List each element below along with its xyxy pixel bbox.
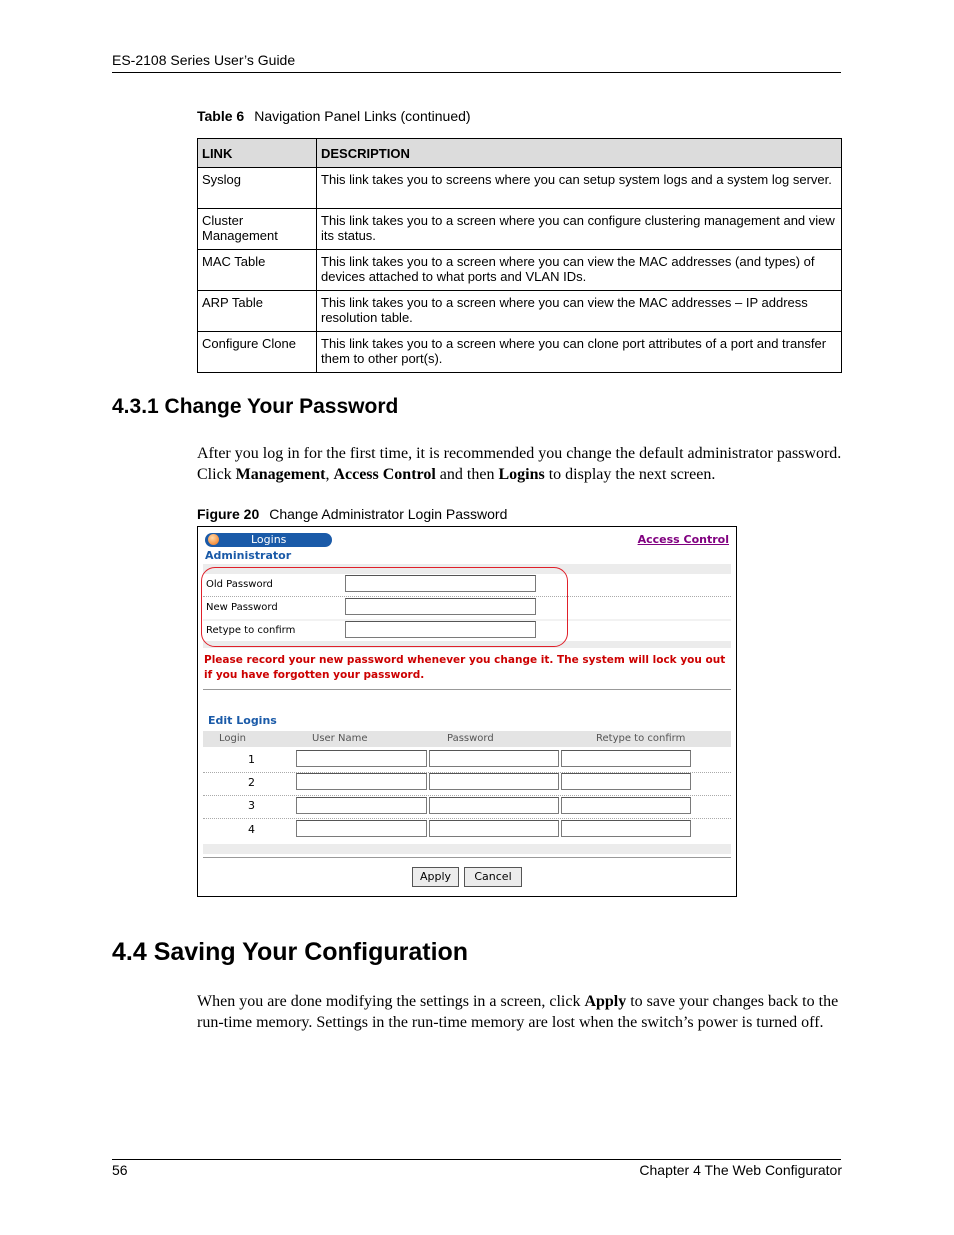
user-name-input[interactable]: [296, 797, 427, 814]
text-run: to display the next screen.: [544, 465, 716, 483]
cell-description: This link takes you to screens where you can setup system logs and a system log server.: [317, 168, 842, 209]
col-retype: Retype to confirm: [596, 733, 686, 744]
password-input[interactable]: [429, 773, 559, 790]
user-name-input[interactable]: [296, 820, 427, 837]
apply-button[interactable]: Apply: [412, 867, 459, 887]
access-control-link[interactable]: Access Control: [637, 533, 729, 546]
page-number: 56: [112, 1162, 128, 1178]
password-input[interactable]: [429, 820, 559, 837]
table-row: [198, 332, 842, 373]
bold-apply: Apply: [584, 993, 627, 1010]
cancel-button[interactable]: Cancel: [464, 867, 522, 887]
cell-link: MAC Table: [198, 250, 317, 291]
footer-rule: [112, 1159, 841, 1160]
divider: [203, 689, 731, 690]
table-caption: [197, 108, 471, 124]
table-row: [198, 250, 842, 291]
table-number: Table 6: [197, 108, 245, 124]
retype-input[interactable]: [561, 797, 691, 814]
text-run: to save your changes back to the run-time memory. Settings in the run-time memory are lost when the switch’s power is turned off.: [197, 993, 839, 1031]
navigation-links-table: [197, 138, 842, 373]
tab-logins-label: Logins: [251, 533, 287, 546]
table-row: [198, 209, 842, 250]
login-number: 3: [248, 799, 255, 812]
retype-input[interactable]: [561, 750, 691, 767]
password-input[interactable]: [429, 797, 559, 814]
col-user-name: User Name: [312, 733, 368, 744]
retype-input[interactable]: [561, 820, 691, 837]
retype-input[interactable]: [561, 773, 691, 790]
bold-access-control: Access Control: [333, 465, 436, 483]
administrator-heading: Administrator: [205, 549, 292, 562]
col-password: Password: [447, 733, 494, 744]
table-header-row: [198, 139, 842, 168]
cell-link: Cluster Management: [198, 209, 317, 250]
running-header: ES-2108 Series User’s Guide: [112, 52, 296, 68]
section-heading-saving-configuration: 4.4 Saving Your Configuration: [112, 938, 469, 966]
logins-column-header: [203, 731, 731, 747]
change-password-paragraph: [197, 444, 842, 485]
password-input[interactable]: [429, 750, 559, 767]
row-divider: [203, 795, 731, 796]
bold-management: Management: [235, 465, 326, 483]
table-title: Navigation Panel Links (continued): [254, 108, 471, 124]
col-header-link: LINK: [198, 139, 317, 168]
login-number: 4: [248, 823, 255, 836]
text-run: When you are done modifying the settings in a screen, click: [197, 993, 585, 1010]
password-warning: Please record your new password whenever you change it. The system will lock you out if you have forgotten your password.: [204, 654, 726, 681]
bold-logins: Logins: [498, 465, 545, 483]
cell-link: ARP Table: [198, 291, 317, 332]
saving-configuration-paragraph: [197, 992, 842, 1033]
header-rule: [112, 72, 841, 73]
cell-link: Configure Clone: [198, 332, 317, 373]
old-password-label: Old Password: [206, 579, 273, 590]
text-run: ,: [325, 465, 334, 483]
section-bar: [203, 844, 731, 854]
table-row: [198, 291, 842, 332]
user-name-input[interactable]: [296, 750, 427, 767]
logins-screenshot: [197, 526, 737, 897]
cell-description: This link takes you to a screen where you can configure clustering management and view its status.: [317, 209, 842, 250]
text-run: and then: [435, 465, 499, 483]
login-number: 2: [248, 776, 255, 789]
login-number: 1: [248, 753, 255, 766]
text-run: After you log in for the first time, it is recommended you change the default administrator password. Click: [197, 445, 842, 483]
cell-link: Syslog: [198, 168, 317, 209]
col-header-description: DESCRIPTION: [317, 139, 842, 168]
col-login: Login: [219, 733, 246, 744]
chapter-title: Chapter 4 The Web Configurator: [639, 1162, 842, 1178]
row-divider: [203, 818, 731, 819]
orb-icon: [208, 534, 219, 545]
figure-caption: [197, 506, 507, 522]
table-row: [198, 168, 842, 209]
cell-description: This link takes you to a screen where you can view the MAC addresses (and types) of devices attached to what ports and VLAN IDs.: [317, 250, 842, 291]
cell-description: This link takes you to a screen where you can view the MAC addresses – IP address resolution table.: [317, 291, 842, 332]
new-password-label: New Password: [206, 602, 278, 613]
highlight-oval: [201, 567, 568, 647]
retype-password-label: Retype to confirm: [206, 625, 296, 636]
divider: [203, 857, 731, 858]
user-name-input[interactable]: [296, 773, 427, 790]
edit-logins-heading: Edit Logins: [208, 714, 277, 727]
section-heading-change-password: 4.3.1 Change Your Password: [112, 395, 399, 418]
tab-logins[interactable]: [205, 533, 332, 547]
figure-number: Figure 20: [197, 506, 260, 522]
figure-title: Change Administrator Login Password: [269, 506, 508, 522]
cell-description: This link takes you to a screen where you can clone port attributes of a port and transfer them to other port(s).: [317, 332, 842, 373]
